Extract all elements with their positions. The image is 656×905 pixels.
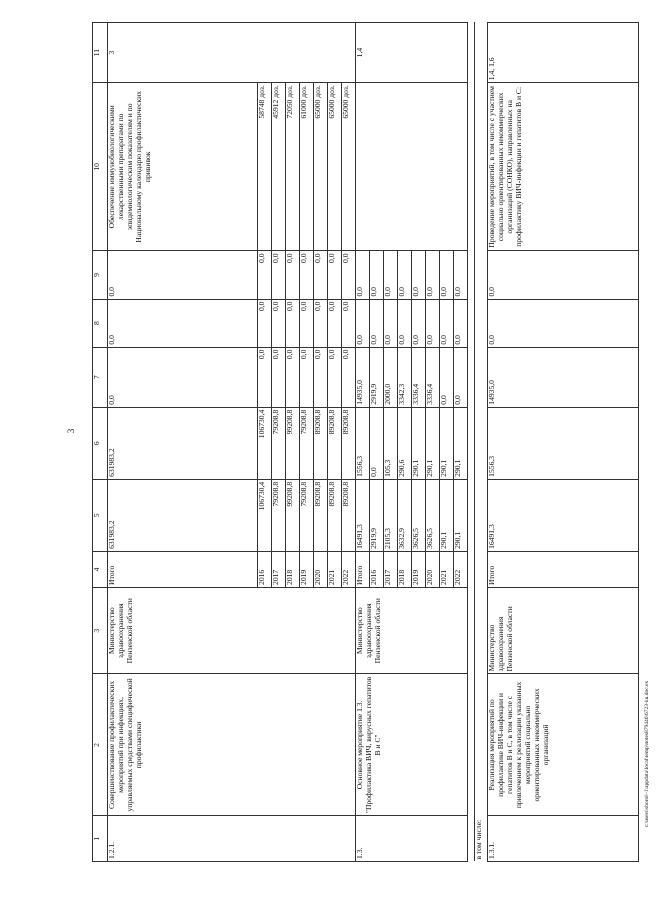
- program-measures-table: [92, 22, 639, 862]
- value: 0,0: [314, 251, 328, 299]
- value: 0,0: [398, 299, 412, 347]
- target-value: 65000 доз.: [314, 83, 328, 251]
- row-number: 1.3.: [356, 816, 468, 862]
- in-that-number-label: в том числе:: [475, 23, 488, 862]
- value: 0,0: [454, 251, 468, 299]
- year: 2017: [384, 551, 398, 587]
- total-value: 0,0: [108, 347, 258, 407]
- value: 0,0: [328, 251, 342, 299]
- col-header: 8: [93, 299, 108, 347]
- value: 89208,8: [328, 479, 342, 551]
- total-value: 0,0: [356, 299, 370, 347]
- total-value: 0,0: [108, 251, 258, 299]
- value: 0,0: [300, 251, 314, 299]
- value: 0,0: [370, 299, 384, 347]
- year: 2022: [454, 551, 468, 587]
- total-value: 0,0: [488, 299, 639, 347]
- value: 106730,4: [258, 479, 272, 551]
- indicator-text: Обеспечение иммунобиологическими лекарственными препаратами по эпидемиологическим показателям и по Национальному календарю профилактических прививок: [108, 83, 258, 251]
- row-number: 1.3.1.: [488, 816, 639, 862]
- value: 2919,9: [370, 479, 384, 551]
- col-header: 9: [93, 251, 108, 299]
- value: 0,0: [426, 251, 440, 299]
- value: 3632,9: [398, 479, 412, 551]
- value: 89208,8: [328, 407, 342, 479]
- value: 0,0: [286, 347, 300, 407]
- value: 0,0: [272, 299, 286, 347]
- year: 2022: [342, 551, 356, 587]
- year: 2020: [426, 551, 440, 587]
- year: 2021: [328, 551, 342, 587]
- total-value: 16491,3: [356, 479, 370, 551]
- gap-cell: [468, 23, 475, 862]
- value: 89208,8: [342, 407, 356, 479]
- indicator-text: Проведение мероприятий, в том числе с участием социально ориентированных некоммерческих организаций (СОНКО), направленных на профилактику ВИЧ-инфекции и гепатитов В и С:: [488, 83, 639, 251]
- measure-name: Совершенствование профилактических мероприятий при инфекциях, управляемых средствами специфической профилактики: [108, 674, 356, 816]
- col-header: 10: [93, 83, 108, 251]
- footer-file-path: c:\users\sborol~1\appdata\local\temp\notes879446\6723-ku.doc.ex: [644, 680, 650, 828]
- col-header: 7: [93, 347, 108, 407]
- value: 290,1: [412, 407, 426, 479]
- value: 3336,4: [412, 347, 426, 407]
- value: 0,0: [384, 299, 398, 347]
- total-value: 16491,3: [488, 479, 639, 551]
- total-value: 1556,3: [488, 407, 639, 479]
- value: 0,0: [286, 299, 300, 347]
- column-numbers-row: [93, 23, 108, 862]
- total-value: 0,0: [108, 299, 258, 347]
- in-that-number-row: [475, 23, 488, 862]
- value: 0,0: [258, 299, 272, 347]
- value: 2919,9: [370, 347, 384, 407]
- value: 0,0: [314, 347, 328, 407]
- links: 3: [108, 23, 356, 83]
- value: 89208,8: [314, 407, 328, 479]
- value: 0,0: [398, 251, 412, 299]
- value: 0,0: [328, 347, 342, 407]
- year: 2018: [398, 551, 412, 587]
- value: 0,0: [342, 251, 356, 299]
- total-label: Итого: [356, 551, 370, 587]
- year: 2017: [272, 551, 286, 587]
- year: 2021: [440, 551, 454, 587]
- value: 290,1: [454, 407, 468, 479]
- target-value: 65000 доз.: [342, 83, 356, 251]
- value: 0,0: [370, 251, 384, 299]
- year: 2018: [286, 551, 300, 587]
- value: 290,1: [454, 479, 468, 551]
- value: 3626,5: [426, 479, 440, 551]
- value: 0,0: [412, 299, 426, 347]
- row-number: 1.2.1.: [108, 816, 356, 862]
- value: 0,0: [440, 347, 454, 407]
- indicator-empty: [356, 83, 468, 251]
- col-header: 3: [93, 587, 108, 674]
- value: 2105,3: [384, 479, 398, 551]
- value: 0,0: [272, 347, 286, 407]
- value: 290,6: [398, 407, 412, 479]
- value: 0,0: [412, 251, 426, 299]
- value: 0,0: [454, 347, 468, 407]
- value: 0,0: [328, 299, 342, 347]
- measure-name: Основное мероприятие 1.3. "Профилактика ВИЧ, вирусных гепатитов В и С": [356, 674, 468, 816]
- value: 0,0: [342, 299, 356, 347]
- value: 290,1: [440, 479, 454, 551]
- value: 105,3: [384, 407, 398, 479]
- value: 89208,8: [314, 479, 328, 551]
- links: 1,4, 1,6: [488, 23, 639, 83]
- table-row: [356, 23, 370, 862]
- total-label: Итого: [488, 551, 639, 587]
- total-label: Итого: [108, 551, 258, 587]
- col-header: 11: [93, 23, 108, 83]
- target-value: 58748 доз.: [258, 83, 272, 251]
- year: 2019: [300, 551, 314, 587]
- target-value: 61000 доз.: [300, 83, 314, 251]
- value: 106730,4: [258, 407, 272, 479]
- total-value: 14935,0: [488, 347, 639, 407]
- target-value: 65000 доз.: [328, 83, 342, 251]
- total-value: 0,0: [356, 251, 370, 299]
- value: 3336,4: [426, 347, 440, 407]
- executor: Министерство здравоохранения Пензенской области: [488, 587, 639, 674]
- value: 2000,0: [384, 347, 398, 407]
- value: 0,0: [300, 299, 314, 347]
- target-value: 72050 доз.: [286, 83, 300, 251]
- table-row: [488, 23, 639, 862]
- col-header: 4: [93, 551, 108, 587]
- year: 2016: [370, 551, 384, 587]
- value: 0,0: [258, 251, 272, 299]
- value: 99208,8: [286, 479, 300, 551]
- total-value: 631983,2: [108, 479, 258, 551]
- total-value: 1556,3: [356, 407, 370, 479]
- value: 3626,5: [412, 479, 426, 551]
- total-value: 631983,2: [108, 407, 258, 479]
- value: 3342,3: [398, 347, 412, 407]
- links: 1,4: [356, 23, 468, 83]
- total-value: 14935,0: [356, 347, 370, 407]
- value: 89208,8: [342, 479, 356, 551]
- value: 0,0: [314, 299, 328, 347]
- value: 0,0: [286, 251, 300, 299]
- value: 79208,8: [272, 479, 286, 551]
- value: 0,0: [272, 251, 286, 299]
- value: 79208,8: [272, 407, 286, 479]
- value: 0,0: [258, 347, 272, 407]
- value: 0,0: [426, 299, 440, 347]
- table-gap: [468, 23, 475, 862]
- year: 2016: [258, 551, 272, 587]
- col-header: 1: [93, 816, 108, 862]
- executor: Министерство здравоохранения Пензенской области: [356, 587, 468, 674]
- value: 99208,8: [286, 407, 300, 479]
- executor: Министерство здравоохранения Пензенской области: [108, 587, 356, 674]
- year: 2020: [314, 551, 328, 587]
- table-row: [108, 23, 258, 862]
- value: 290,1: [440, 407, 454, 479]
- value: 0,0: [300, 347, 314, 407]
- value: 0,0: [440, 299, 454, 347]
- col-header: 6: [93, 407, 108, 479]
- rotated-table-container: [92, 22, 628, 862]
- col-header: 2: [93, 674, 108, 816]
- year: 2019: [412, 551, 426, 587]
- target-value: 45912 доз.: [272, 83, 286, 251]
- value: 0,0: [342, 347, 356, 407]
- value: 0,0: [440, 251, 454, 299]
- value: 0,0: [454, 299, 468, 347]
- measure-name: Реализация мероприятий по профилактике ВИЧ-инфекции и гепатитов В и С, в том числе с привлечением к реализации указанных мероприятий социально ориентированных некоммерческих организаций: [488, 674, 639, 816]
- total-value: 0,0: [488, 251, 639, 299]
- value: 79208,8: [300, 407, 314, 479]
- value: 0,0: [370, 407, 384, 479]
- value: 290,1: [426, 407, 440, 479]
- col-header: 5: [93, 479, 108, 551]
- value: 0,0: [384, 251, 398, 299]
- value: 79208,8: [300, 479, 314, 551]
- page-number: 3: [66, 428, 76, 434]
